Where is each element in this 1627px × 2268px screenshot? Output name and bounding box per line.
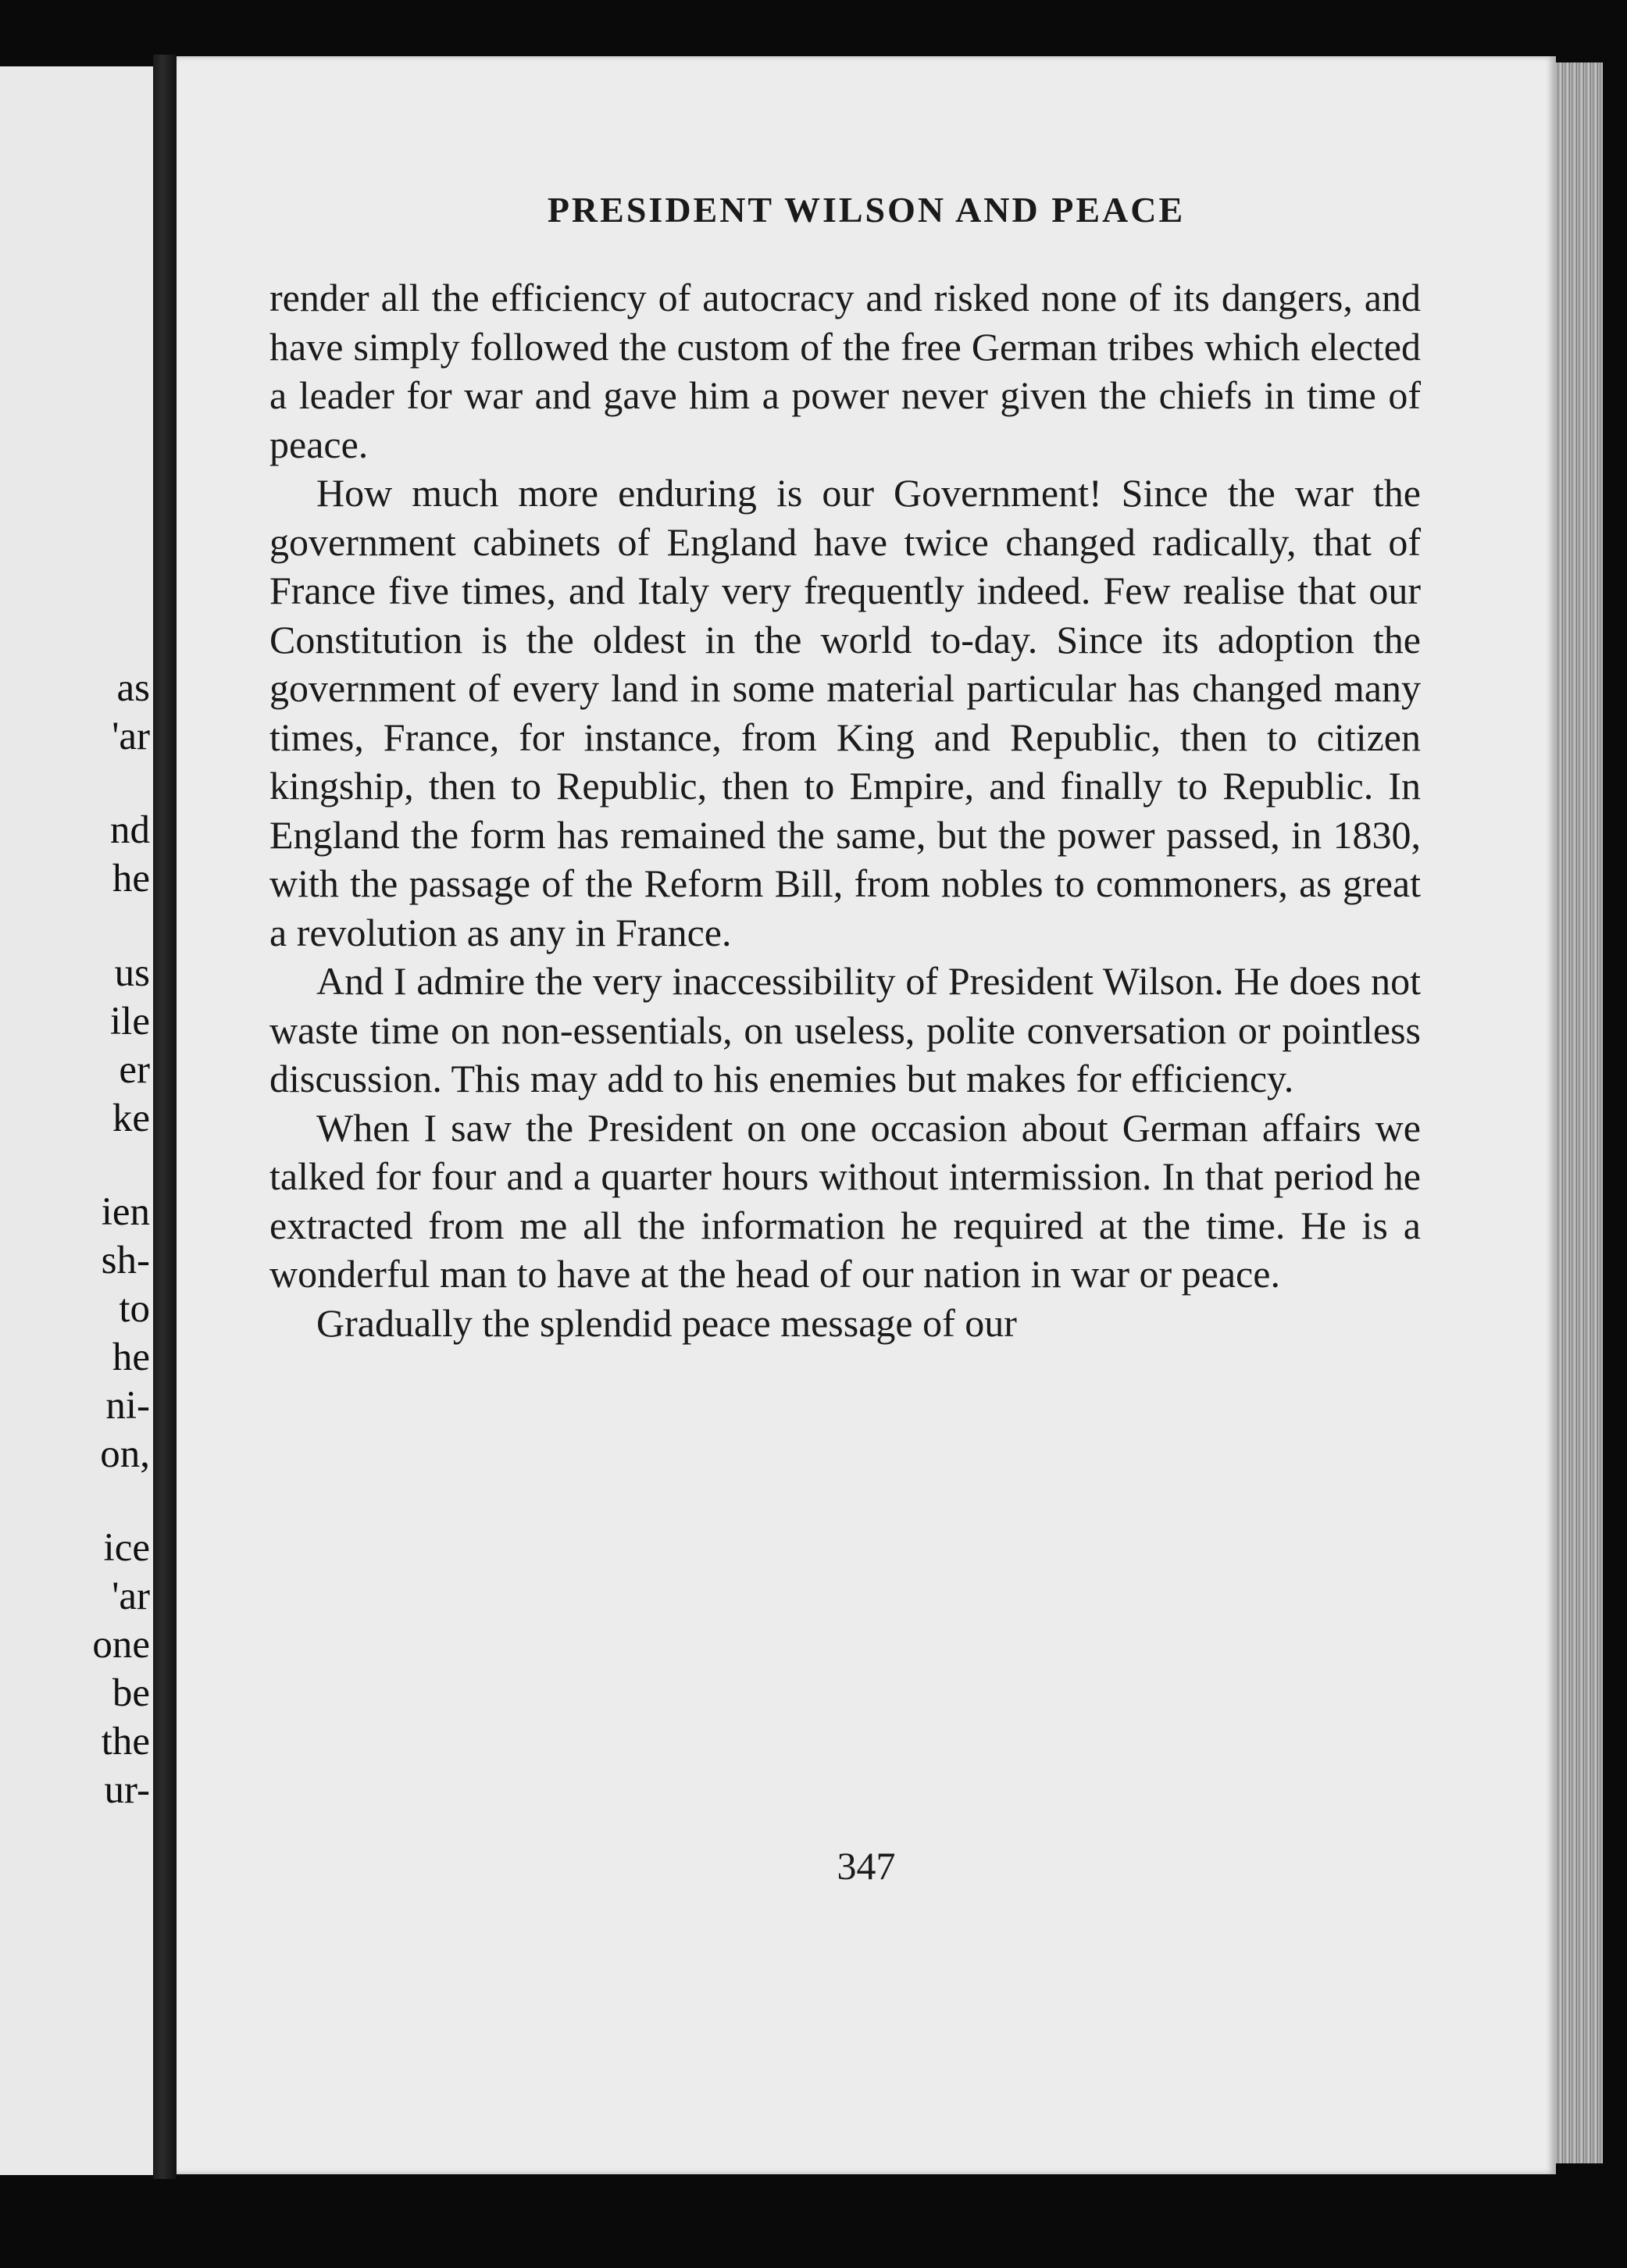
paragraph: When I saw the President on one occasion about German affairs we talked for four and a quarter hours without intermission. In that period he extracted from me all the information he required at the time. He is a wonderful man to have at the head of our nation in war or peace. — [269, 1105, 1421, 1296]
left-page-fragment: ni- — [105, 1384, 150, 1428]
book-page — [177, 56, 1556, 2174]
left-page-fragment: 'ar — [112, 1574, 150, 1618]
left-page-fragment: one — [92, 1623, 150, 1667]
left-page-fragment: he — [112, 1335, 150, 1379]
left-page-fragment: as — [116, 666, 150, 710]
paragraph: How much more enduring is our Government! Since the war the government cabinets of England have twice changed radically, that of France five times, and Italy very frequently indeed. Few realise that our Constitution is the oldest in the world to-day. Since its adoption the government of every land in some material particular has changed many times, France, for instance, from King and Republic, then to citizen kingship, then to Republic, then to Empire, and finally to Republic. In England the form has remained the same, but the power passed, in 1830, with the passage of the Reform Bill, from nobles to commoners, as great a revolution as any in France. — [269, 471, 1421, 954]
paragraph: render all the efficiency of autocracy and risked none of its dangers, and have simply followed the custom of the free German tribes which elected a leader for war and gave him a power never given the chiefs in time of peace. — [269, 276, 1421, 466]
left-page-fragment: he — [112, 857, 150, 900]
left-page-fragment: on, — [100, 1432, 150, 1476]
left-page-fragment: ile — [110, 1000, 150, 1043]
left-page-fragment: er — [119, 1048, 150, 1092]
body-text — [269, 273, 1421, 1347]
page-number: 347 — [837, 1844, 896, 1888]
left-page-fragment: nd — [110, 808, 150, 852]
left-page-fragment: ien — [101, 1190, 150, 1234]
paragraph: And I admire the very inaccessibility of President Wilson. He does not waste time on non-essentials, on useless, polite conversation or pointless discussion. This may add to his enemies but makes for efficiency. — [269, 959, 1421, 1100]
left-page-fragment: the — [101, 1720, 150, 1763]
left-facing-page — [0, 66, 153, 2175]
left-page-fragment: ice — [103, 1526, 150, 1570]
left-page-fragment: be — [112, 1671, 150, 1715]
left-page-fragment: sh- — [101, 1239, 150, 1282]
left-page-fragment: ur- — [104, 1768, 150, 1812]
paragraph: Gradually the splendid peace message of our — [316, 1300, 1017, 1345]
running-head: PRESIDENT WILSON AND PEACE — [547, 190, 1186, 230]
left-page-fragment: ke — [112, 1097, 150, 1140]
left-page-fragment: us — [114, 951, 150, 995]
page-fore-edge — [1556, 62, 1603, 2163]
left-page-fragment: to — [119, 1287, 150, 1331]
book-gutter — [153, 55, 177, 2179]
left-page-fragment: 'ar — [112, 715, 150, 758]
